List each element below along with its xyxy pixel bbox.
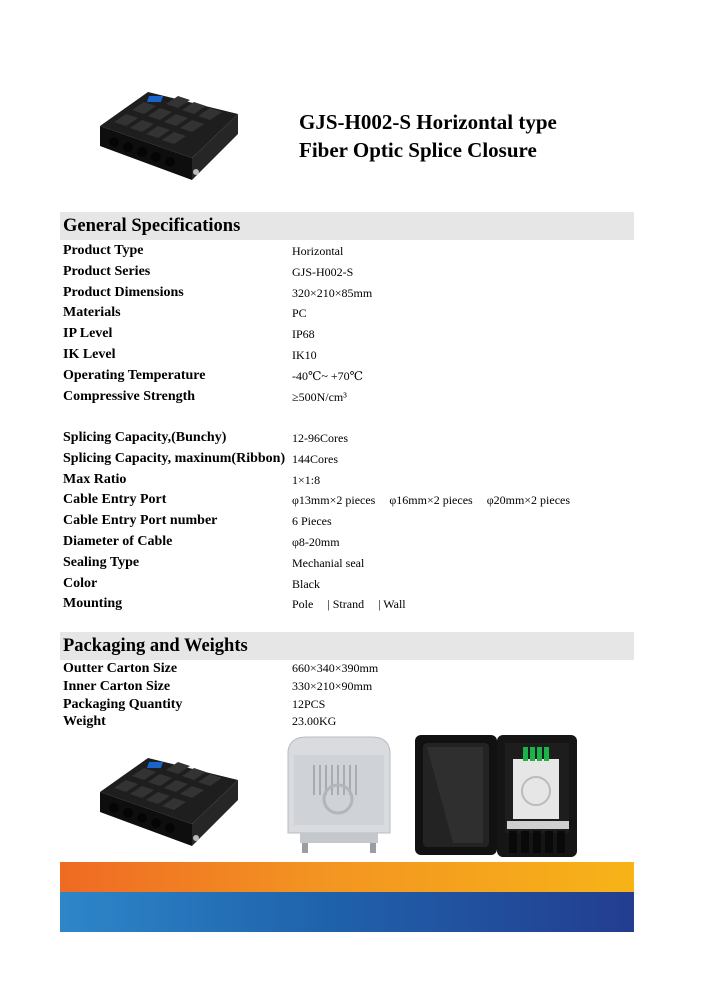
spec-value: φ8-20mm [292,532,342,552]
spec-label: Mounting [63,596,123,612]
footer-blue-band [60,892,634,932]
packaging-label: Weight [63,714,106,730]
general-section-heading: General Specifications [63,216,241,236]
packaging-label: Inner Carton Size [63,678,171,694]
spec-value-part: φ16mm×2 pieces [389,493,473,508]
packaging-value: 330×210×90mm [292,678,373,693]
spec-label: Max Ratio [63,471,127,487]
packaging-row [63,660,633,678]
spec-row [63,470,633,491]
spec-label: Color [63,575,98,591]
open-closure-image [413,733,579,859]
spec-row [63,241,633,262]
spec-row [63,283,633,304]
title-line-2: Fiber Optic Splice Closure [299,138,537,162]
spec-row [63,345,633,366]
spec-row [63,303,633,324]
spec-label: Splicing Capacity,(Bunchy) [63,430,227,445]
spec-value: GJS-H002-S [292,262,355,282]
spec-label: IK Level [63,347,116,362]
spec-value: Horizontal [292,241,345,261]
spec-label: Cable Entry Port number [63,513,218,529]
spec-value: 6 Pieces [292,511,334,531]
spec-value-part: φ13mm×2 pieces [292,493,376,508]
spec-value: 1×1:8 [292,470,322,490]
spec-value [292,490,572,510]
spec-row [63,574,633,595]
spec-row [63,490,633,511]
spec-label: Product Series [63,263,151,279]
spec-row [63,366,633,387]
spec-value: -40℃~ +70℃ [292,366,365,386]
spec-row [63,449,633,470]
title-line-1: GJS-H002-S Horizontal type [299,110,557,134]
packaging-row [63,696,633,714]
spec-row [63,594,633,615]
spec-label: Compressive Strength [63,388,196,404]
splice-tray-image [280,733,396,855]
spec-value: 320×210×85mm [292,283,374,303]
spec-value-part: | Wall [378,597,406,612]
spec-value [292,594,408,614]
spec-label: Cable Entry Port [63,492,167,508]
spec-row [63,553,633,574]
spec-row [63,428,633,449]
spec-label: Operating Temperature [63,367,206,383]
packaging-label: Outter Carton Size [63,661,178,676]
spec-label: Splicing Capacity, maxinum(Ribbon) [63,450,286,466]
spec-row [63,324,633,345]
spec-value: Black [292,574,322,594]
spec-label: Product Dimensions [63,284,184,300]
spec-value: IP68 [292,324,317,344]
packaging-label: Packaging Quantity [63,696,183,712]
spec-value: 12-96Cores [292,428,350,448]
document-title [299,108,557,164]
spec-value-part: Pole [292,597,314,612]
product-image-top [92,88,242,186]
spec-row [63,387,633,408]
packaging-section-heading: Packaging and Weights [63,636,248,656]
product-image-bottom [92,754,242,852]
spec-label: Sealing Type [63,554,140,570]
spec-row [63,532,633,553]
spec-value: 144Cores [292,449,340,469]
packaging-row [63,678,633,696]
spec-value: Mechanial seal [292,553,366,573]
spec-value: PC [292,303,309,323]
spec-value-part: | Strand [327,597,365,612]
spec-row [63,262,633,283]
packaging-value: 12PCS [292,696,326,711]
spec-label: IP Level [63,326,113,342]
spec-row [63,511,633,532]
spec-value-part: φ20mm×2 pieces [486,493,571,508]
spec-value: ≥500N/cm³ [292,387,349,407]
footer-orange-band [60,862,634,892]
spec-label: Materials [63,305,121,321]
spec-value: IK10 [292,345,319,365]
packaging-value: 660×340×390mm [292,661,379,675]
spec-label: Diameter of Cable [63,534,173,549]
packaging-row [63,713,633,731]
spec-label: Product Type [63,243,144,258]
packaging-value: 23.00KG [292,714,337,729]
